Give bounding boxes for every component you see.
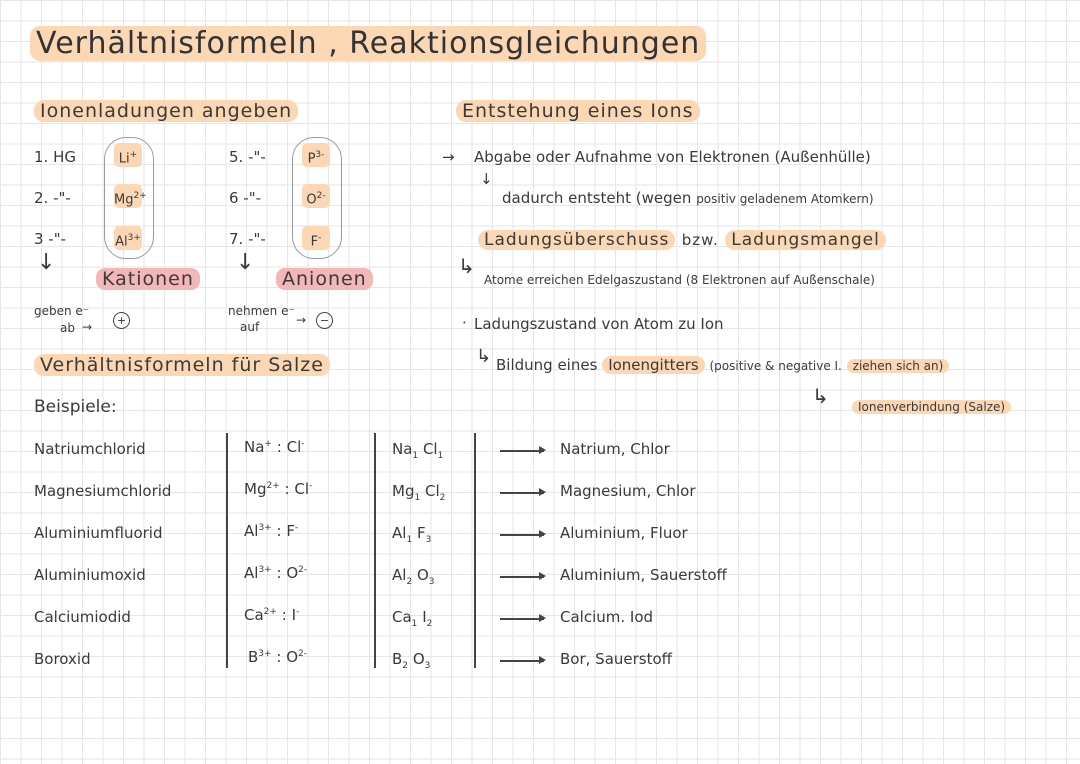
beispiele-label: Beispiele: xyxy=(34,397,117,417)
ion-pair: Na+ : Cl- xyxy=(244,438,305,456)
arrow-right-icon: → xyxy=(82,320,93,334)
corner-arrow-icon: ↳ xyxy=(812,384,829,408)
entstehung-line7: Ionenverbindung (Salze) xyxy=(852,400,1011,414)
row-name: Magnesiumchlorid xyxy=(34,482,172,500)
row-name: Aluminiumfluorid xyxy=(34,524,163,542)
group-label-3: 3 -"- xyxy=(34,230,67,248)
arrow-right-icon xyxy=(500,618,544,620)
ion-p: $P^{3-}$ xyxy=(302,143,330,167)
minus-circle-icon: − xyxy=(316,312,333,329)
ion-pair: $Ca^{2+}$ : I- xyxy=(244,606,300,624)
entstehung-line1: Abgabe oder Aufnahme von Elektronen (Außenhülle) xyxy=(474,148,871,166)
down-arrow-icon: ↓ xyxy=(37,250,56,275)
table-divider xyxy=(474,433,476,668)
row-elements: Aluminium, Sauerstoff xyxy=(560,566,727,584)
row-elements: Aluminium, Fluor xyxy=(560,524,688,542)
row-name: Calciumiodid xyxy=(34,608,131,626)
row-name: Aluminiumoxid xyxy=(34,566,146,584)
plus-circle-icon: + xyxy=(113,312,130,329)
page-title: Verhältnisformeln , Reaktionsgleichungen xyxy=(30,26,706,61)
group-label-6: 6 -"- xyxy=(229,189,262,207)
corner-arrow-icon: ↳ xyxy=(458,254,475,278)
group-label-5: 5. -"- xyxy=(229,148,266,166)
formula: $B_2$ $O_3$ xyxy=(392,650,431,671)
ion-pair: $Mg^{2+}$ : Cl- xyxy=(244,480,313,498)
ionenladungen-heading: Ionenladungen angeben xyxy=(34,100,298,122)
formula: $Al_1$ $F_3$ xyxy=(392,524,432,545)
bullet-icon: · xyxy=(462,314,467,332)
row-elements: Bor, Sauerstoff xyxy=(560,650,672,668)
entstehung-line5: Ladungszustand von Atom zu Ion xyxy=(474,315,724,333)
arrow-right-icon xyxy=(500,576,544,578)
an-note-1: nehmen e⁻ xyxy=(228,304,295,318)
row-elements: Natrium, Chlor xyxy=(560,440,670,458)
table-divider xyxy=(374,433,376,668)
entstehung-line2: dadurch entsteht (wegen positiv geladenem Atomkern) xyxy=(502,189,874,207)
formula: $Mg_1$ $Cl_2$ xyxy=(392,482,446,503)
formula: $Ca_1$ $I_2$ xyxy=(392,608,433,629)
arrow-right-icon xyxy=(500,450,544,452)
row-elements: Calcium. Iod xyxy=(560,608,654,626)
entstehung-heading: Entstehung eines Ions xyxy=(456,100,700,122)
ion-pair: $Al^{3+}$ : F- xyxy=(244,522,299,540)
formula: $Na_1$ $Cl_1$ xyxy=(392,440,444,461)
kationen-label: Kationen xyxy=(96,268,200,290)
down-arrow-icon: ↓ xyxy=(236,250,255,275)
group-label-1: 1. HG xyxy=(34,148,76,166)
ion-mg: $Mg^{2+}$ xyxy=(114,184,142,208)
formula: $Al_2$ $O_3$ xyxy=(392,566,435,587)
arrow-right-icon: → xyxy=(442,148,455,166)
ion-o: $O^{2-}$ xyxy=(302,184,330,208)
group-label-7: 7. -"- xyxy=(229,230,266,248)
arrow-right-icon: → xyxy=(296,313,307,327)
entstehung-line4: Atome erreichen Edelgaszustand (8 Elektronen auf Außenschale) xyxy=(484,273,875,287)
kat-note-2: ab xyxy=(60,321,75,335)
entstehung-line6: Bildung eines Ionengitters (positive & negative I. ziehen sich an) xyxy=(496,356,949,374)
down-arrow-icon: ↓ xyxy=(480,170,493,188)
arrow-right-icon xyxy=(500,660,544,662)
kat-note-1: geben e⁻ xyxy=(34,304,90,318)
table-divider xyxy=(226,433,228,668)
row-name: Natriumchlorid xyxy=(34,440,146,458)
anionen-label: Anionen xyxy=(276,268,373,290)
row-name: Boroxid xyxy=(34,650,91,668)
entstehung-line3: Ladungsüberschuss bzw. Ladungsmangel xyxy=(478,230,886,250)
corner-arrow-icon: ↳ xyxy=(476,346,492,367)
ion-pair: $B^{3+}$ : $O^{2-}$ xyxy=(248,648,307,666)
arrow-right-icon xyxy=(500,534,544,536)
row-elements: Magnesium, Chlor xyxy=(560,482,696,500)
ion-f: F- xyxy=(302,226,330,250)
arrow-right-icon xyxy=(500,492,544,494)
group-label-2: 2. -"- xyxy=(34,189,71,207)
ion-li: Li+ xyxy=(114,143,142,167)
an-note-2: auf xyxy=(240,320,260,334)
ion-al: $Al^{3+}$ xyxy=(114,226,142,250)
ion-pair: $Al^{3+}$ : $O^{2-}$ xyxy=(244,564,308,582)
salze-heading: Verhältnisformeln für Salze xyxy=(34,354,330,376)
